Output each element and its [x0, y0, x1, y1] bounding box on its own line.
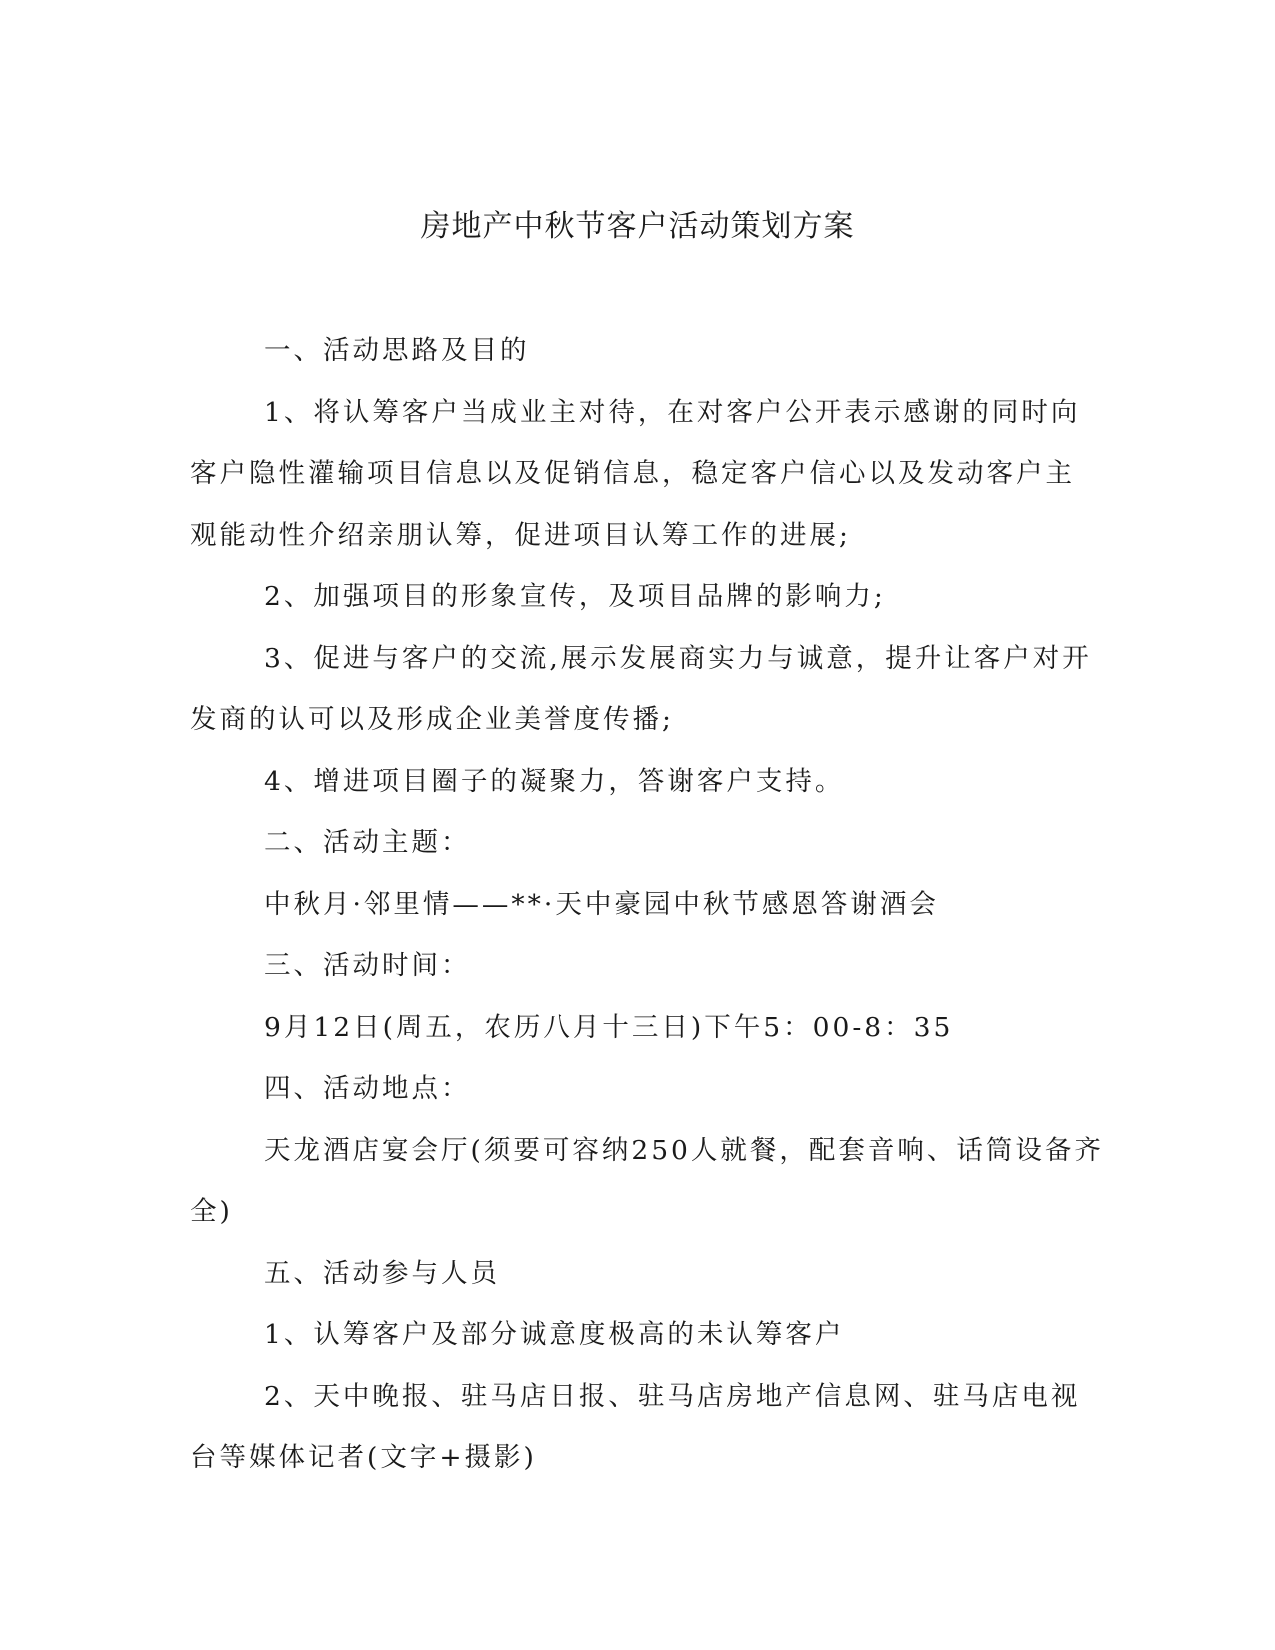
document-title: 房地产中秋节客户活动策划方案	[420, 209, 855, 244]
section-heading: 二、活动主题：	[264, 827, 471, 858]
section-heading: 四、活动地点：	[264, 1073, 471, 1104]
document-body	[190, 320, 1104, 1489]
section-heading: 三、活动时间：	[264, 950, 471, 981]
paragraph-line: 观能动性介绍亲朋认筹，促进项目认筹工作的进展;	[190, 519, 851, 551]
paragraph-line: 1、认筹客户及部分诚意度极高的未认筹客户	[264, 1319, 845, 1350]
paragraph-line: 4、增进项目圈子的凝聚力，答谢客户支持。	[264, 765, 845, 797]
paragraph-line: 全)	[190, 1196, 233, 1227]
paragraph-line: 中秋月·邻里情——**·天中豪园中秋节感恩答谢酒会	[264, 888, 939, 920]
paragraph-line: 3、促进与客户的交流,展示发展商实力与诚意，提升让客户对开	[264, 642, 1092, 674]
section-heading: 一、活动思路及目的	[264, 335, 530, 366]
paragraph-line: 客户隐性灌输项目信息以及促销信息，稳定客户信心以及发动客户主	[190, 458, 1075, 489]
paragraph-line: 天龙酒店宴会厅(须要可容纳250人就餐，配套音响、话筒设备齐	[264, 1134, 1104, 1166]
paragraph-line: 发商的认可以及形成企业美誉度传播;	[190, 704, 674, 735]
paragraph-line: 9月12日(周五，农历八月十三日)下午5：00-8：35	[264, 1011, 954, 1043]
paragraph-line: 2、加强项目的形象宣传，及项目品牌的影响力;	[264, 581, 886, 612]
paragraph-line: 2、天中晚报、驻马店日报、驻马店房地产信息网、驻马店电视	[264, 1380, 1081, 1412]
section-heading: 五、活动参与人员	[264, 1257, 500, 1289]
paragraph-line: 1、将认筹客户当成业主对待，在对客户公开表示感谢的同时向	[264, 396, 1081, 428]
paragraph-line: 台等媒体记者(文字+摄影)	[190, 1442, 537, 1473]
